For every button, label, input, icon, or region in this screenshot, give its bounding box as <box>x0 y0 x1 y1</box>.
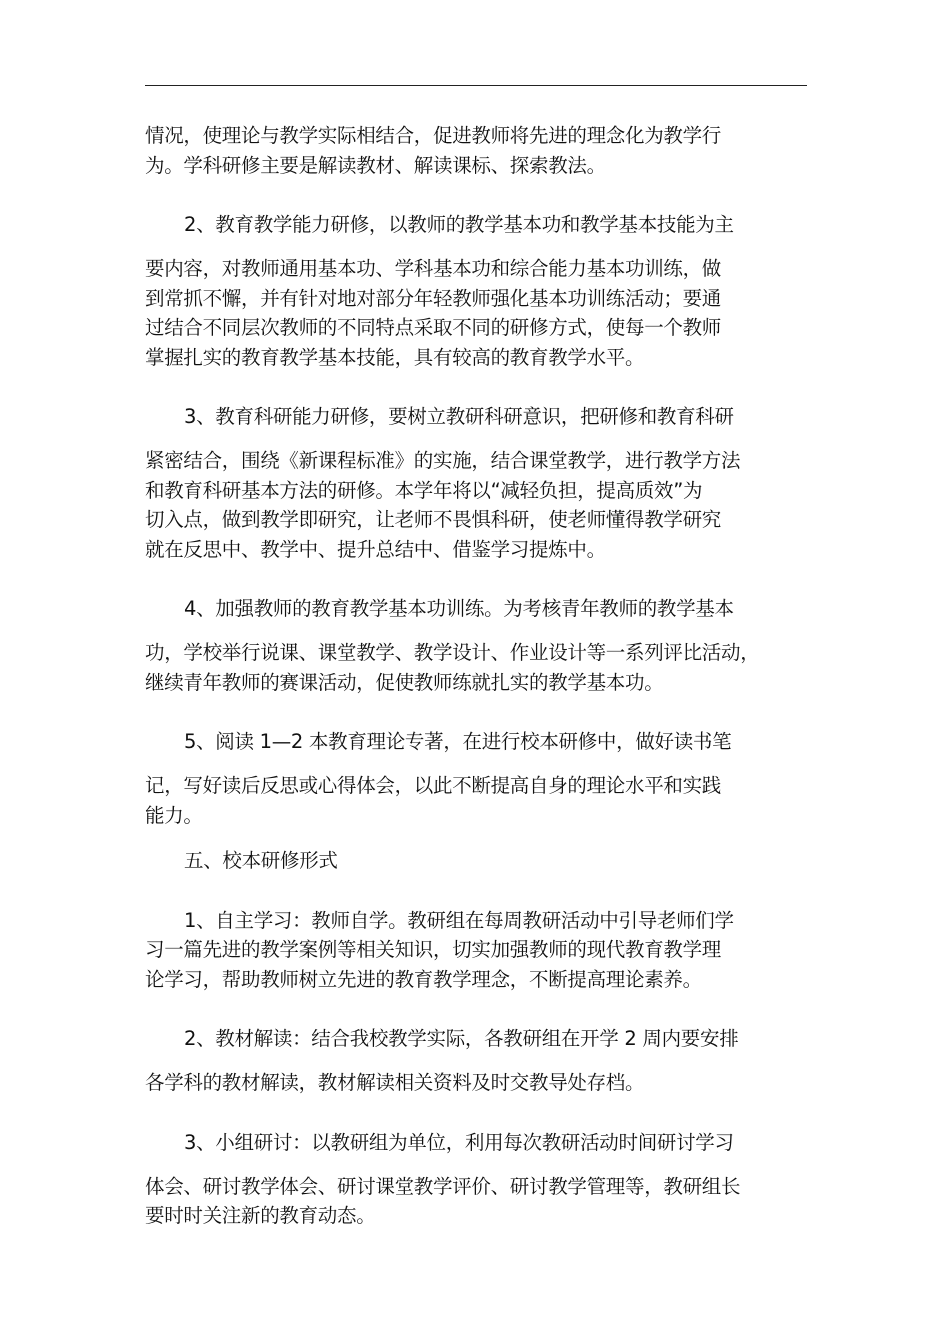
text-line: 习一篇先进的教学案例等相关知识，切实加强教师的现代教育教学理 <box>145 938 722 961</box>
header-rule <box>145 85 807 86</box>
text-line: 紧密结合，围绕《新课程标准》的实施，结合课堂教学，进行教学方法 <box>145 449 741 472</box>
text-line: 能力。 <box>145 803 203 827</box>
text-line: 情况，使理论与教学实际相结合，促进教师将先进的理念化为教学行 <box>145 124 722 147</box>
text-line: 为。学科研修主要是解读教材、解读课标、探索教法。 <box>145 153 606 177</box>
text-line: 5、阅读 1—2 本教育理论专著，在进行校本研修中，做好读书笔 <box>184 730 732 753</box>
paragraph-spacer <box>145 564 811 594</box>
paragraph <box>145 402 811 564</box>
text-line: 2、教材解读：结合我校教学实际，各教研组在开学 2 周内要安排 <box>184 1027 739 1050</box>
paragraph <box>145 1024 811 1098</box>
text-line: 要内容，对教师通用基本功、学科基本功和综合能力基本功训练，做 <box>145 257 722 280</box>
text-line: 体会、研讨教学体会、研讨课堂教学评价、研讨教学管理等，教研组长 <box>145 1174 741 1198</box>
text-line: 继续青年教师的赛课活动，促使教师练就扎实的教学基本功。 <box>145 670 664 694</box>
text-line: 要时时关注新的教育动态。 <box>145 1204 376 1227</box>
text-line: 各学科的教材解读，教材解读相关资料及时交教导处存档。 <box>145 1071 645 1094</box>
paragraph-spacer <box>145 876 811 906</box>
text-line: 掌握扎实的教育教学基本技能，具有较高的教育教学水平。 <box>145 345 645 369</box>
text-line: 3、教育科研能力研修，要树立教研科研意识，把研修和教育科研 <box>184 405 734 428</box>
text-line: 五、校本研修形式 <box>184 849 338 872</box>
text-line: 论学习，帮助教师树立先进的教育教学理念，不断提高理论素养。 <box>145 967 702 991</box>
paragraph-spacer <box>145 180 811 210</box>
paragraph <box>145 906 811 995</box>
text-line: 功，学校举行说课、课堂教学、教学设计、作业设计等一系列评比活动， <box>145 641 760 664</box>
text-line: 记，写好读后反思或心得体会，以此不断提高自身的理论水平和实践 <box>145 774 722 797</box>
text-line: 4、加强教师的教育教学基本功训练。为考核青年教师的教学基本 <box>184 597 734 620</box>
paragraph-spacer <box>145 697 811 727</box>
text-line: 2、教育教学能力研修，以教师的教学基本功和教学基本技能为主 <box>184 213 734 236</box>
text-line: 过结合不同层次教师的不同特点采取不同的研修方式，使每一个教师 <box>145 316 722 339</box>
paragraph <box>145 727 811 830</box>
paragraph <box>145 594 811 697</box>
section-heading <box>145 846 811 876</box>
paragraph <box>145 1128 811 1231</box>
text-line: 3、小组研讨：以教研组为单位，利用每次教研活动时间研讨学习 <box>184 1130 734 1154</box>
paragraph-spacer <box>145 994 811 1024</box>
paragraph-spacer <box>145 372 811 402</box>
document-body <box>145 121 811 1231</box>
paragraph-spacer <box>145 830 811 846</box>
text-line: 切入点，做到教学即研究，让老师不畏惧科研，使老师懂得教学研究 <box>145 508 722 531</box>
text-line: 就在反思中、教学中、提升总结中、借鉴学习提炼中。 <box>145 537 606 561</box>
paragraph <box>145 210 811 372</box>
paragraph <box>145 121 811 180</box>
paragraph-spacer <box>145 1098 811 1128</box>
text-line: 到常抓不懈，并有针对地对部分年轻教师强化基本功训练活动；要通 <box>145 286 722 310</box>
text-line: 和教育科研基本方法的研修。本学年将以“减轻负担，提高质效”为 <box>145 478 703 502</box>
text-line: 1、自主学习：教师自学。教研组在每周教研活动中引导老师们学 <box>184 908 734 932</box>
